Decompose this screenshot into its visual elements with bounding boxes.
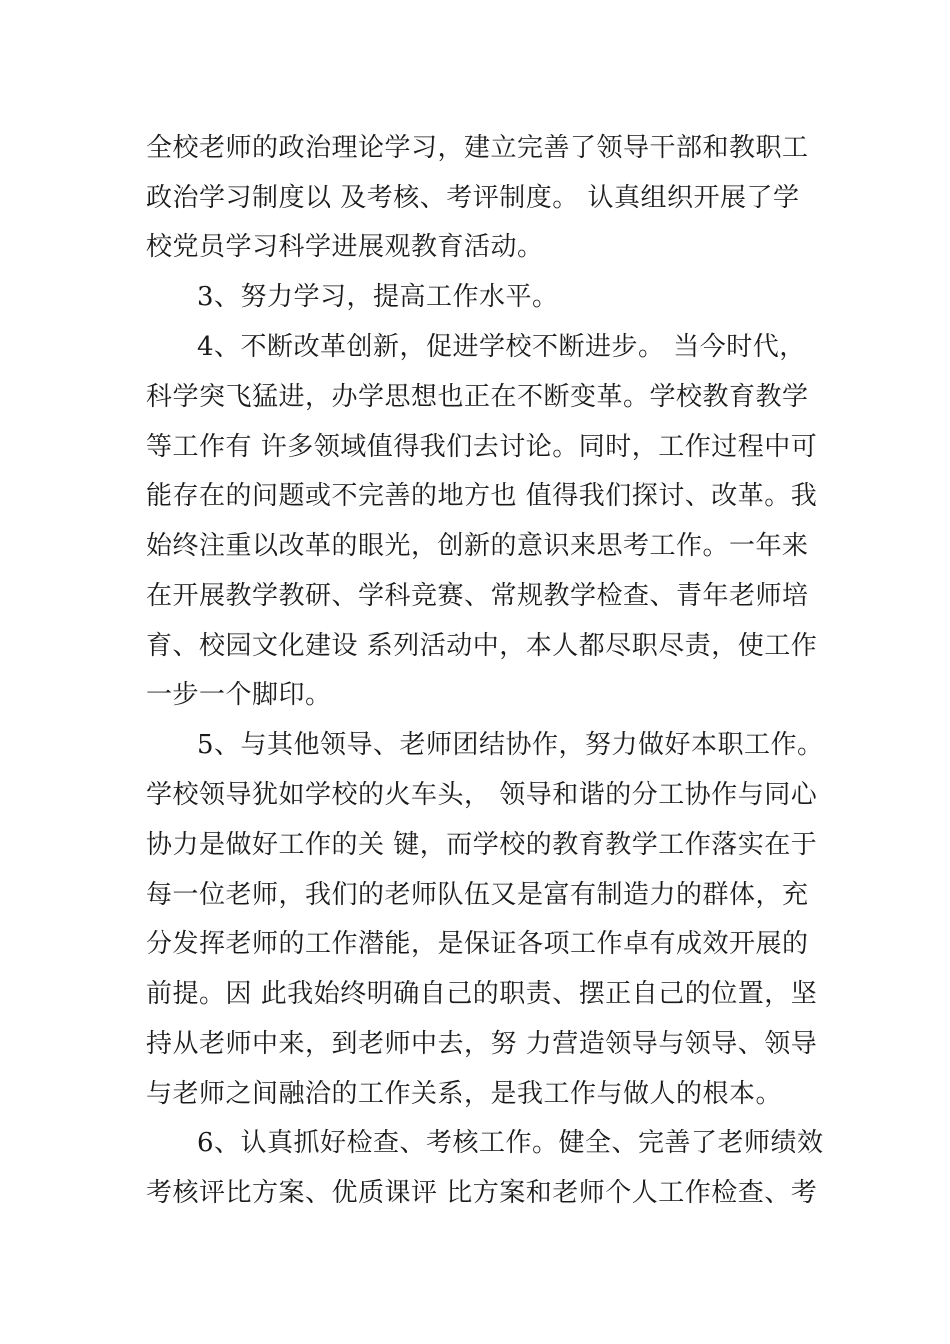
text-line: 分发挥老师的工作潜能，是保证各项工作卓有成效开展的 <box>146 929 809 959</box>
text-line: 协力是做好工作的关 键，而学校的教育教学工作落实在于 <box>146 830 818 860</box>
text-line: 前提。因 此我始终明确自己的职责、摆正自己的位置，坚 <box>146 979 818 1009</box>
text-line: 能存在的问题或不完善的地方也 值得我们探讨、改革。我 <box>146 481 818 511</box>
text-line: 学校领导犹如学校的火车头， 领导和谐的分工协作与同心 <box>146 780 818 810</box>
paragraph-heading-5: 5、与其他领导、老师团结协作，努力做好本职工作。 <box>197 730 824 760</box>
text-line: 与老师之间融洽的工作关系，是我工作与做人的根本。 <box>146 1079 783 1109</box>
paragraph-heading-4: 4、不断改革创新，促进学校不断进步。 当今时代， <box>197 332 806 362</box>
paragraph-heading-6: 6、认真抓好检查、考核工作。健全、完善了老师绩效 <box>197 1128 824 1158</box>
text-line: 考核评比方案、优质课评 比方案和老师个人工作检查、考 <box>146 1178 818 1208</box>
text-line: 一步一个脚印。 <box>146 680 332 710</box>
text-line: 每一位老师，我们的老师队伍又是富有制造力的群体，充 <box>146 880 809 910</box>
text-line: 始终注重以改革的眼光，创新的意识来思考工作。一年来 <box>146 531 809 561</box>
text-line: 等工作有 许多领域值得我们去讨论。同时，工作过程中可 <box>146 432 818 462</box>
text-line: 持从老师中来，到老师中去，努 力营造领导与领导、领导 <box>146 1029 818 1059</box>
text-line: 校党员学习科学进展观教育活动。 <box>146 232 544 262</box>
text-line: 科学突飞猛进，办学思想也正在不断变革。学校教育教学 <box>146 382 809 412</box>
text-line: 政治学习制度以 及考核、考评制度。 认真组织开展了学 <box>146 183 800 213</box>
text-line: 全校老师的政治理论学习，建立完善了领导干部和教职工 <box>146 133 809 163</box>
text-line: 育、校园文化建设 系列活动中，本人都尽职尽责，使工作 <box>146 631 818 661</box>
paragraph-heading-3: 3、努力学习，提高工作水平。 <box>197 282 559 312</box>
text-line: 在开展教学教研、学科竞赛、常规教学检查、青年老师培 <box>146 581 809 611</box>
